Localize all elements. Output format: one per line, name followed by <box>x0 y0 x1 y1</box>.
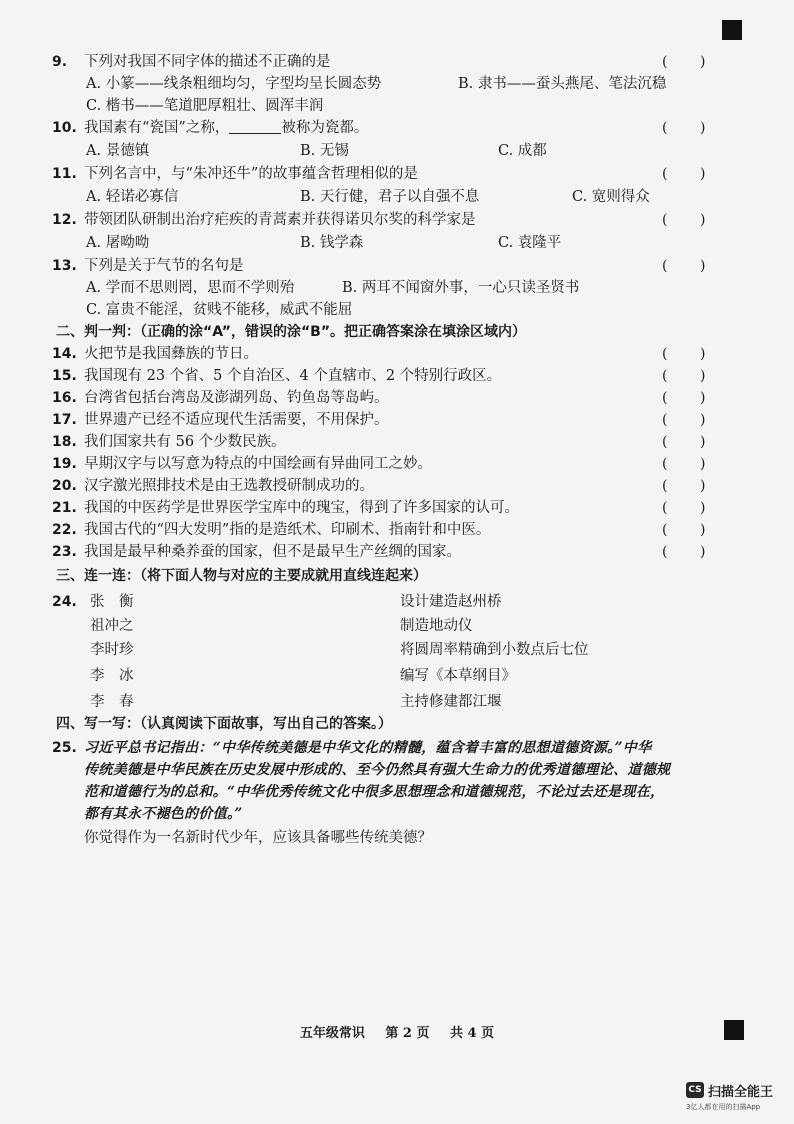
match-person[interactable]: 祖冲之 <box>90 618 134 634</box>
option-c: C. 宽则得众 <box>572 189 650 205</box>
match-achievement[interactable]: 编写《本草纲目》 <box>400 668 516 684</box>
option-a: A. 小篆——线条粗细均匀，字型均呈长圆态势 <box>86 76 382 92</box>
question-number: 18. <box>52 434 77 450</box>
match-person[interactable]: 李 冰 <box>90 668 134 684</box>
match-person[interactable]: 李 春 <box>90 694 134 710</box>
option-b: B. 钱学森 <box>300 235 364 251</box>
question-number: 14. <box>52 346 77 362</box>
match-achievement[interactable]: 制造地动仪 <box>400 618 473 634</box>
question-text: 我国的中医药学是世界医学宝库中的瑰宝，得到了许多国家的认可。 <box>84 500 519 516</box>
match-achievement[interactable]: 主持修建都江堰 <box>400 694 502 710</box>
question-text: 下列是关于气节的名句是 <box>84 258 244 274</box>
question-text: 世界遗产已经不适应现代生活需要，不用保护。 <box>84 412 389 428</box>
question-text: 带领团队研制出治疗疟疾的青蒿素并获得诺贝尔奖的科学家是 <box>84 212 476 228</box>
question-number: 13. <box>52 258 77 274</box>
question-number: 25. <box>52 740 77 756</box>
essay-line-3: 范和道德行为的总和。“中华优秀传统文化中很多思想理念和道德规范，不论过去还是现在， <box>84 784 665 800</box>
question-number: 10. <box>52 120 77 136</box>
question-number: 23. <box>52 544 77 560</box>
question-number: 20. <box>52 478 77 494</box>
footer-subject: 五年级常识 <box>299 1026 365 1041</box>
option-a: A. 学而不思则罔，思而不学则殆 <box>86 280 295 296</box>
question-text: 我国是最早种桑养蚕的国家，但不是最早生产丝绸的国家。 <box>84 544 461 560</box>
scanner-tagline: 3亿人都在用的扫描App <box>686 1103 761 1111</box>
option-c: C. 袁隆平 <box>498 235 562 251</box>
question-number: 19. <box>52 456 77 472</box>
question-number: 17. <box>52 412 77 428</box>
question-text: 下列名言中，与“朱冲还牛”的故事蕴含哲理相似的是 <box>84 166 418 182</box>
question-text: 我国素有“瓷国”之称， 被称为瓷都。 <box>84 120 369 136</box>
footer-total: 共 4 页 <box>450 1026 495 1041</box>
question-number: 12. <box>52 212 77 228</box>
scanner-logo-icon: CS <box>686 1082 704 1098</box>
option-c: C. 富贵不能淫，贫贱不能移，威武不能屈 <box>86 302 353 318</box>
section-title: 三、连一连：（将下面人物与对应的主要成就用直线连起来） <box>56 568 427 584</box>
question-number: 9. <box>52 54 68 70</box>
question-number: 24. <box>52 594 77 610</box>
footer-page: 第 2 页 <box>385 1026 430 1041</box>
question-text: 台湾省包括台湾岛及澎湖列岛、钓鱼岛等岛屿。 <box>84 390 389 406</box>
question-text: 我国现有 23 个省、5 个自治区、4 个直辖市、2 个特别行政区。 <box>84 368 502 384</box>
option-b: B. 天行健，君子以自强不息 <box>300 189 480 205</box>
question-number: 11. <box>52 166 77 182</box>
question-text: 我国古代的“四大发明”指的是造纸术、印刷术、指南针和中医。 <box>84 522 491 538</box>
section-title: 四、写一写：（认真阅读下面故事，写出自己的答案。） <box>56 716 392 732</box>
section-title: 二、判一判：（正确的涂“A”，错误的涂“B”。把正确答案涂在填涂区域内） <box>56 324 527 340</box>
match-achievement[interactable]: 将圆周率精确到小数点后七位 <box>400 642 589 658</box>
question-number: 16. <box>52 390 77 406</box>
question-number: 21. <box>52 500 77 516</box>
scanner-app-name: 扫描全能王 <box>708 1085 774 1100</box>
match-achievement[interactable]: 设计建造赵州桥 <box>400 594 502 610</box>
question-text: 火把节是我国彝族的节日。 <box>84 346 258 362</box>
match-person[interactable]: 张 衡 <box>90 594 134 610</box>
essay-line-4: 都有其永不褪色的价值。” <box>84 806 243 822</box>
match-person[interactable]: 李时珍 <box>90 642 134 658</box>
essay-question: 你觉得作为一名新时代少年，应该具备哪些传统美德？ <box>84 830 432 846</box>
fill-blank[interactable] <box>229 119 281 134</box>
option-b: B. 隶书——蚕头燕尾、笔法沉稳 <box>458 76 667 92</box>
option-c: C. 成都 <box>498 143 547 159</box>
scanner-watermark <box>686 1080 786 1116</box>
registration-mark-top <box>722 20 742 40</box>
option-a: A. 景德镇 <box>86 143 150 159</box>
question-text: 下列对我国不同字体的描述不正确的是 <box>84 54 331 70</box>
question-text: 早期汉字与以写意为特点的中国绘画有异曲同工之妙。 <box>84 456 432 472</box>
essay-line-1: 习近平总书记指出：“中华传统美德是中华文化的精髓，蕴含着丰富的思想道德资源。”中华 <box>84 740 652 756</box>
question-number: 15. <box>52 368 77 384</box>
question-number: 22. <box>52 522 77 538</box>
option-a: A. 轻诺必寡信 <box>86 189 179 205</box>
option-c: C. 楷书——笔道肥厚粗壮、圆浑丰润 <box>86 98 324 114</box>
option-a: A. 屠呦呦 <box>86 235 150 251</box>
option-b: B. 无锡 <box>300 143 349 159</box>
question-text: 我们国家共有 56 个少数民族。 <box>84 434 286 450</box>
essay-line-2: 传统美德是中华民族在历史发展中形成的、至今仍然具有强大生命力的优秀道德理论、道德规 <box>84 762 671 778</box>
page-footer <box>0 1022 794 1041</box>
registration-mark-bottom <box>724 1020 744 1040</box>
option-b: B. 两耳不闻窗外事，一心只读圣贤书 <box>342 280 580 296</box>
question-text: 汉字激光照排技术是由王选教授研制成功的。 <box>84 478 374 494</box>
